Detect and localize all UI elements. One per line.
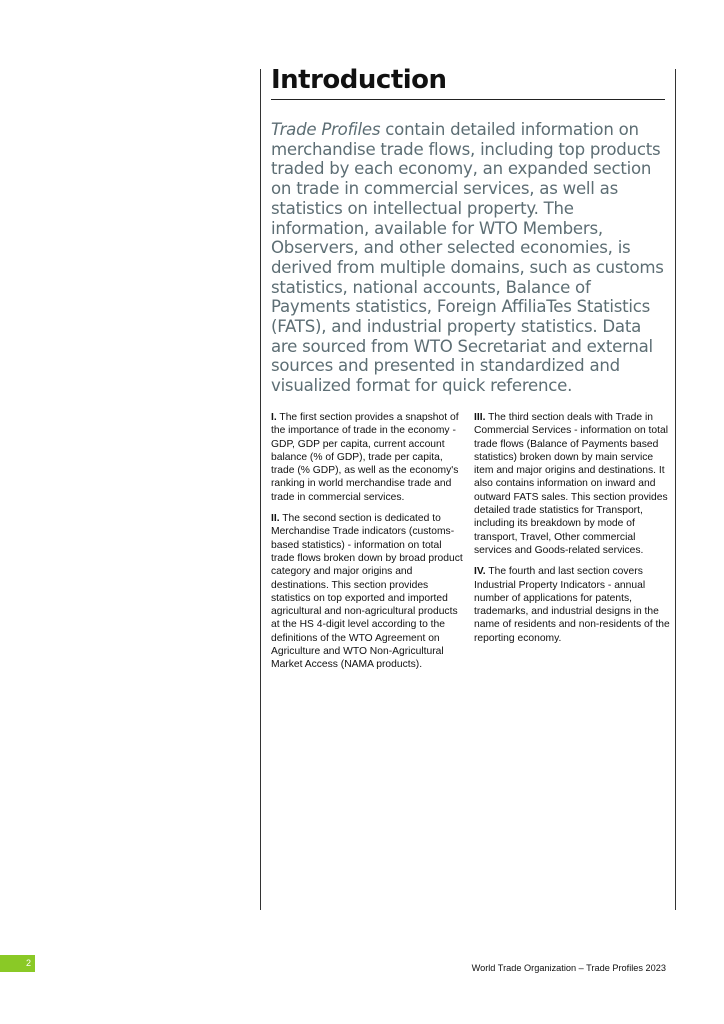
- page-number-badge: 2: [0, 955, 35, 972]
- section-4-text: The fourth and last section covers Industrial Property Indicators - annual number of applications for patents, trademarks, and industrial designs in the name of residents and non-residents of the reporting economy.: [474, 566, 670, 644]
- section-3-paragraph: [474, 411, 670, 557]
- page-footer: World Trade Organization – Trade Profiles 2023: [471, 963, 666, 973]
- section-1-paragraph: [271, 411, 467, 504]
- section-2-text: The second section is dedicated to Merchandise Trade indicators (customs-based statistics) - information on total trade flows broken down by broad product category and major origins and destinations. This section provides statistics on top exported and imported agricultural and non-agricultural products at the HS 4-digit level according to the definitions of the WTO Agreement on Agriculture and WTO Non-Agricultural Market Access (NAMA products).: [271, 513, 463, 671]
- lead-emphasis: Trade Profiles: [271, 120, 381, 139]
- section-2-paragraph: [271, 512, 467, 672]
- page-title: Introduction: [271, 65, 447, 95]
- right-column: [474, 411, 670, 653]
- section-3-numeral: III.: [474, 412, 486, 423]
- section-1-text: The first section provides a snapshot of the importance of trade in the economy - GDP, GDP per capita, current account balance (% of GDP), trade per capita, trade (% GDP), as well as the economy's ranking in world merchandise trade and trade in commercial services.: [271, 412, 459, 503]
- left-vertical-rule: [260, 69, 261, 910]
- section-4-numeral: IV.: [474, 566, 486, 578]
- right-vertical-rule: [675, 69, 676, 910]
- intro-lead-paragraph: [271, 120, 671, 396]
- section-1-numeral: I.: [271, 412, 277, 423]
- section-2-numeral: II.: [271, 513, 280, 525]
- lead-text: contain detailed information on merchandise trade flows, including top products traded by each economy, an expanded section on trade in commercial services, as well as statistics on intellectual property. The information, available for WTO Members, Observers, and other selected economies, is derived from multiple domains, such as customs statistics, national accounts, Balance of Payments statistics, Foreign AffiliaTes Statistics (FATS), and industrial property statistics. Data are sourced from WTO Secretariat and external sources and presented in standardized and visualized format for quick reference.: [271, 120, 664, 396]
- section-3-text: The third section deals with Trade in Commercial Services - information on total trade flows (Balance of Payments based statistics) broken down by main service item and major origins and destinations. It also contains information on inward and outward FATS sales. This section provides detailed trade statistics for Transport, including its breakdown by mode of transport, Travel, Other commercial services and Goods-related services.: [474, 412, 668, 556]
- title-underline: [271, 99, 665, 100]
- section-4-paragraph: [474, 565, 670, 645]
- left-column: [271, 411, 467, 680]
